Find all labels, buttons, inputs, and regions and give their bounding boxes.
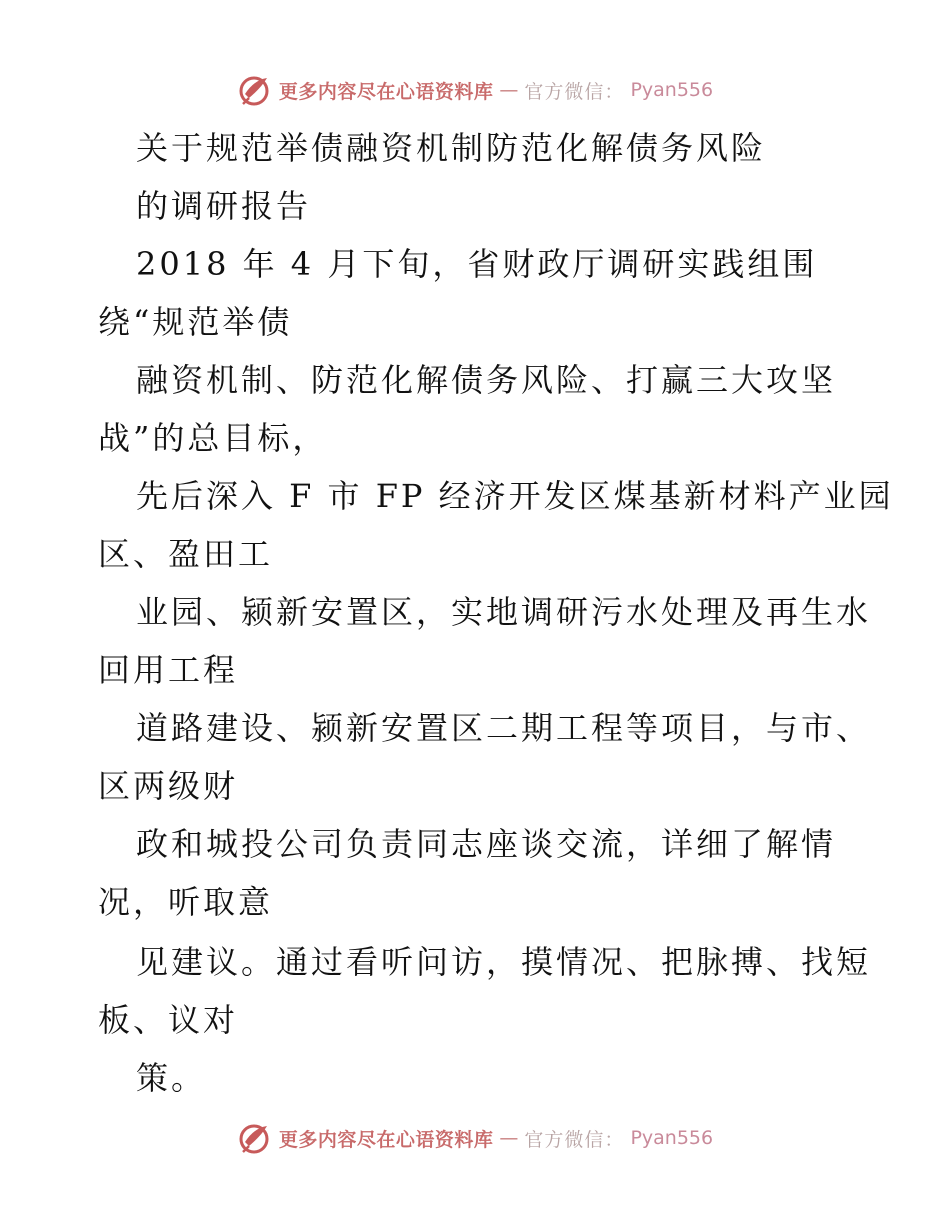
banner-wechat-label: 官方微信： bbox=[524, 80, 625, 103]
banner-site-text: 更多内容尽在心语资料库 bbox=[278, 1128, 494, 1151]
doc-text-line: 2018 年 4 月下旬，省财政厅调研实践组围 bbox=[136, 245, 818, 283]
doc-text-line: 况，听取意 bbox=[98, 883, 274, 921]
banner-site-text: 更多内容尽在心语资料库 bbox=[278, 80, 494, 103]
doc-text-line: 区两级财 bbox=[98, 767, 239, 805]
doc-text-line: 板、议对 bbox=[98, 1001, 239, 1039]
doc-text-line: 区、盈田工 bbox=[98, 535, 274, 573]
doc-text-line: 战”的总目标， bbox=[98, 419, 328, 457]
pen-logo-icon bbox=[237, 1120, 273, 1156]
footer-banner bbox=[0, 1118, 950, 1158]
banner-dash: — bbox=[499, 79, 519, 101]
doc-text-line: 回用工程 bbox=[98, 651, 239, 689]
doc-text-line: 道路建设、颍新安置区二期工程等项目，与市、 bbox=[136, 709, 872, 747]
doc-text-line: 业园、颍新安置区，实地调研污水处理及再生水 bbox=[136, 593, 872, 631]
header-banner bbox=[0, 70, 950, 110]
doc-text-line: 先后深入 F 市 FP 经济开发区煤基新材料产业园 bbox=[136, 477, 894, 515]
doc-text-line: 绕“规范举债 bbox=[98, 303, 293, 341]
banner-wechat-id: Pyan556 bbox=[630, 79, 714, 101]
doc-text-line: 融资机制、防范化解债务风险、打赢三大攻坚 bbox=[136, 361, 837, 399]
doc-title-line-2: 的调研报告 bbox=[136, 187, 312, 225]
doc-text-line: 策。 bbox=[136, 1059, 207, 1097]
doc-text-line: 政和城投公司负责同志座谈交流，详细了解情 bbox=[136, 825, 837, 863]
banner-wechat-id: Pyan556 bbox=[630, 1127, 714, 1149]
doc-title-line-1: 关于规范举债融资机制防范化解债务风险 bbox=[136, 129, 767, 167]
doc-text-line: 见建议。通过看听问访，摸情况、把脉搏、找短 bbox=[136, 943, 872, 981]
banner-wechat-label: 官方微信： bbox=[524, 1128, 625, 1151]
banner-dash: — bbox=[499, 1127, 519, 1149]
pen-logo-icon bbox=[237, 72, 273, 108]
